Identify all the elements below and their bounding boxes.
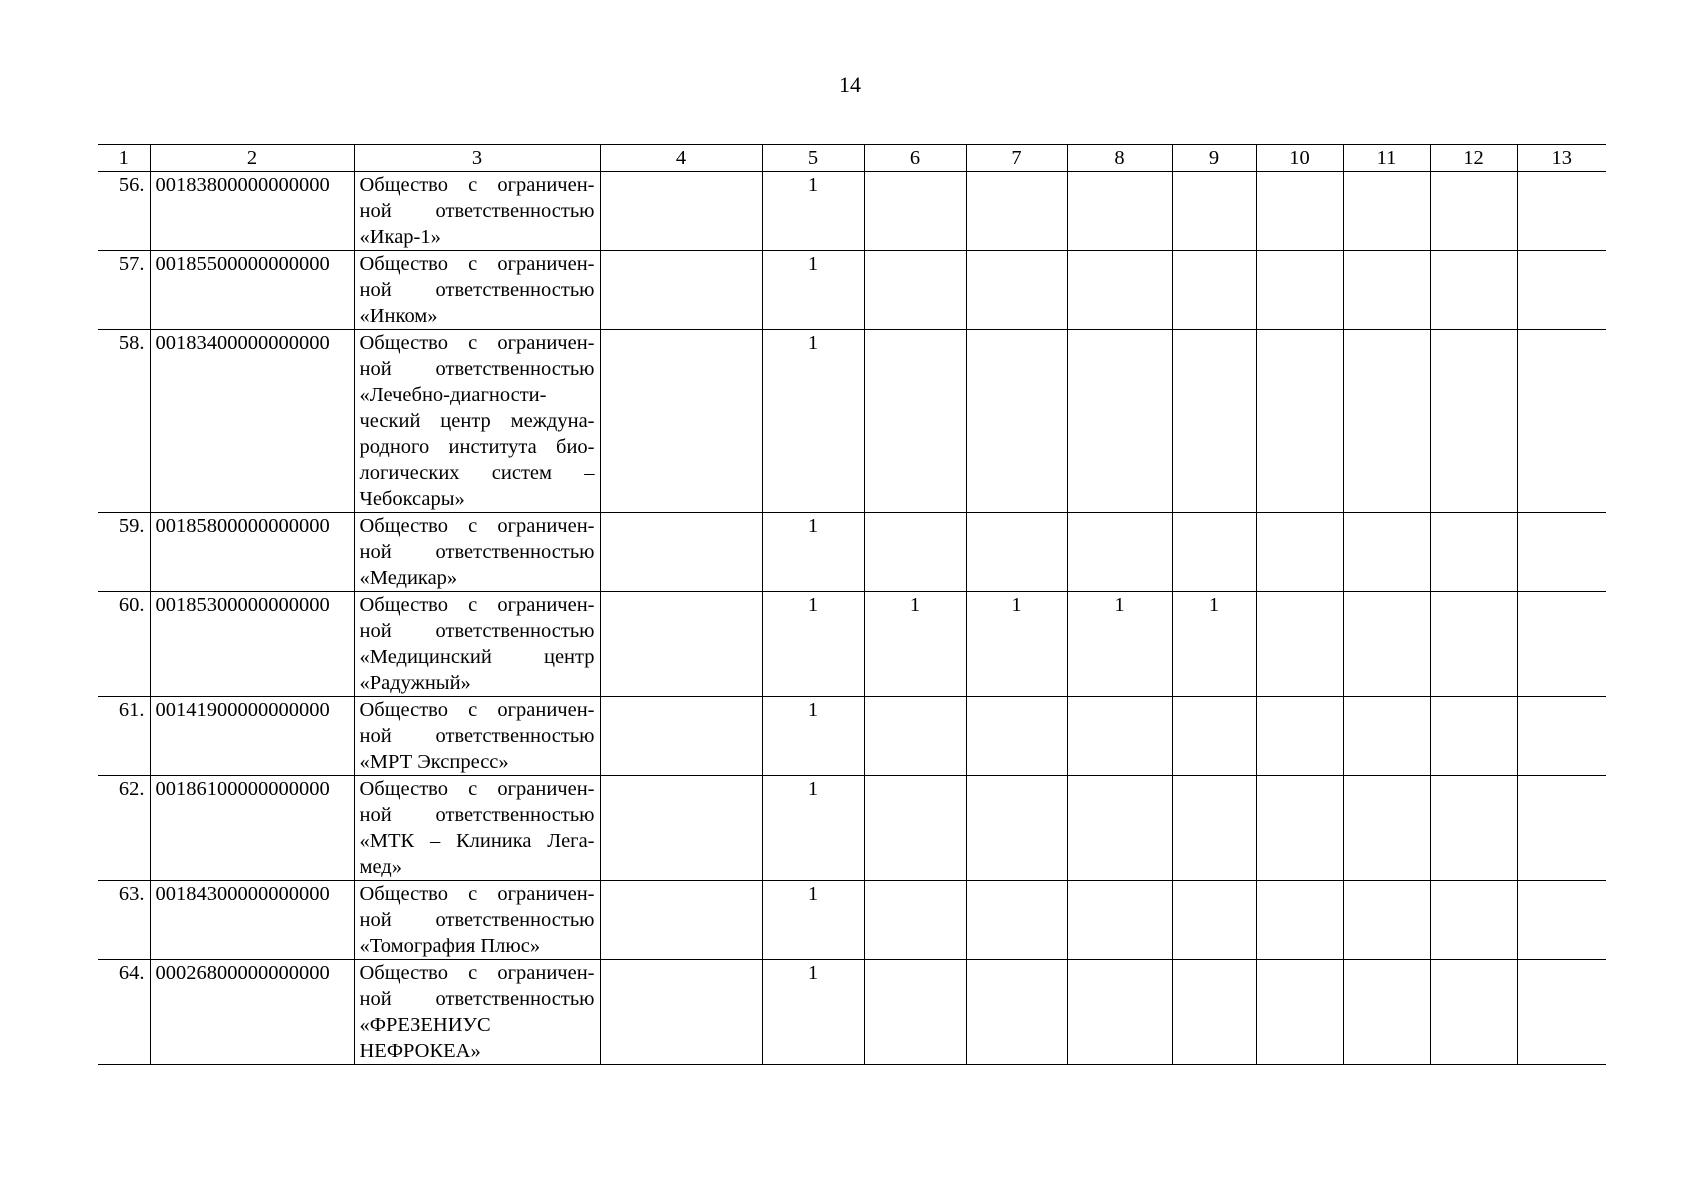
column-header: 5 <box>762 145 864 172</box>
organization-name-line: Чебоксары» <box>359 488 465 510</box>
value-cell-12 <box>1430 960 1517 1065</box>
organization-name-line: Общество с ограничен- <box>359 332 595 354</box>
value-cell-9 <box>1172 251 1256 330</box>
value-cell-4 <box>600 513 762 592</box>
value-cell-8 <box>1067 251 1172 330</box>
value-cell-4 <box>600 251 762 330</box>
value-cell-7 <box>966 697 1067 776</box>
value-cell-7 <box>966 330 1067 513</box>
value-cell-10 <box>1256 776 1343 881</box>
organization-name-line: «Медицинский центр <box>359 646 595 668</box>
organization-name-line: Общество с ограничен- <box>359 174 595 196</box>
organization-name-line: Общество с ограничен- <box>359 778 595 800</box>
column-header: 7 <box>966 145 1067 172</box>
value-cell-9 <box>1172 960 1256 1065</box>
organization-name <box>354 776 600 881</box>
value-cell-8 <box>1067 960 1172 1065</box>
value-cell-13 <box>1517 592 1606 697</box>
column-header: 13 <box>1517 145 1606 172</box>
value-cell-6 <box>864 330 966 513</box>
value-cell-9 <box>1172 881 1256 960</box>
value-cell-6 <box>864 172 966 251</box>
organization-name-line: «Радужный» <box>359 672 471 694</box>
value-cell-5: 1 <box>762 172 864 251</box>
value-cell-12 <box>1430 251 1517 330</box>
organization-name <box>354 330 600 513</box>
organization-name-line: мед» <box>359 856 402 878</box>
value-cell-4 <box>600 592 762 697</box>
value-cell-11 <box>1343 697 1430 776</box>
organization-name-line: «Томография Плюс» <box>359 935 541 957</box>
organization-name-line: ческий центр междуна- <box>359 410 595 432</box>
value-cell-8 <box>1067 513 1172 592</box>
column-header: 8 <box>1067 145 1172 172</box>
value-cell-8: 1 <box>1067 592 1172 697</box>
column-header: 6 <box>864 145 966 172</box>
value-cell-10 <box>1256 330 1343 513</box>
value-cell-6 <box>864 251 966 330</box>
value-cell-8 <box>1067 697 1172 776</box>
value-cell-5: 1 <box>762 776 864 881</box>
registry-body <box>98 172 1606 1065</box>
organization-name-line: Общество с ограничен- <box>359 962 595 984</box>
row-number: 59. <box>98 513 150 592</box>
value-cell-9 <box>1172 513 1256 592</box>
value-cell-8 <box>1067 776 1172 881</box>
value-cell-10 <box>1256 881 1343 960</box>
table-row <box>98 592 1606 697</box>
registry-code: 00184300000000000 <box>150 881 354 960</box>
value-cell-7 <box>966 776 1067 881</box>
organization-name-line: «Лечебно-диагности- <box>359 384 547 406</box>
table-row <box>98 776 1606 881</box>
value-cell-9 <box>1172 697 1256 776</box>
value-cell-10 <box>1256 172 1343 251</box>
value-cell-6 <box>864 697 966 776</box>
organization-name-line: НЕФРОКЕА» <box>359 1040 481 1062</box>
organization-name-line: Общество с ограничен- <box>359 594 595 616</box>
value-cell-6 <box>864 513 966 592</box>
value-cell-13 <box>1517 330 1606 513</box>
value-cell-5: 1 <box>762 513 864 592</box>
value-cell-12 <box>1430 697 1517 776</box>
row-number: 60. <box>98 592 150 697</box>
value-cell-13 <box>1517 776 1606 881</box>
value-cell-7 <box>966 960 1067 1065</box>
table-row <box>98 960 1606 1065</box>
value-cell-11 <box>1343 330 1430 513</box>
value-cell-5: 1 <box>762 881 864 960</box>
value-cell-7 <box>966 513 1067 592</box>
row-number: 63. <box>98 881 150 960</box>
value-cell-12 <box>1430 172 1517 251</box>
organization-name <box>354 592 600 697</box>
organization-name-line: ной ответственностью <box>359 358 595 380</box>
organization-name <box>354 697 600 776</box>
table-row <box>98 251 1606 330</box>
header-row <box>98 145 1606 172</box>
value-cell-11 <box>1343 172 1430 251</box>
registry-code: 00183800000000000 <box>150 172 354 251</box>
value-cell-7 <box>966 881 1067 960</box>
value-cell-5: 1 <box>762 330 864 513</box>
value-cell-11 <box>1343 251 1430 330</box>
organization-name-line: ной ответственностью <box>359 200 595 222</box>
value-cell-10 <box>1256 513 1343 592</box>
column-header: 10 <box>1256 145 1343 172</box>
value-cell-10 <box>1256 251 1343 330</box>
value-cell-13 <box>1517 960 1606 1065</box>
value-cell-12 <box>1430 330 1517 513</box>
value-cell-13 <box>1517 697 1606 776</box>
organization-name-line: ной ответственностью <box>359 279 595 301</box>
value-cell-9 <box>1172 776 1256 881</box>
table-row <box>98 513 1606 592</box>
registry-code: 00141900000000000 <box>150 697 354 776</box>
value-cell-9: 1 <box>1172 592 1256 697</box>
value-cell-12 <box>1430 776 1517 881</box>
organization-name-line: Общество с ограничен- <box>359 253 595 275</box>
organization-name-line: Общество с ограничен- <box>359 883 595 905</box>
column-header: 3 <box>354 145 600 172</box>
value-cell-5: 1 <box>762 592 864 697</box>
column-header: 2 <box>150 145 354 172</box>
value-cell-8 <box>1067 330 1172 513</box>
value-cell-11 <box>1343 960 1430 1065</box>
organization-name-line: ной ответственностью <box>359 725 595 747</box>
organization-name <box>354 881 600 960</box>
value-cell-13 <box>1517 251 1606 330</box>
organization-name-line: ной ответственностью <box>359 909 595 931</box>
column-header: 12 <box>1430 145 1517 172</box>
organization-name <box>354 960 600 1065</box>
registry-code: 00026800000000000 <box>150 960 354 1065</box>
table-row <box>98 330 1606 513</box>
organization-name-line: ной ответственностью <box>359 804 595 826</box>
organization-name <box>354 172 600 251</box>
column-header: 1 <box>98 145 150 172</box>
value-cell-6: 1 <box>864 592 966 697</box>
value-cell-6 <box>864 960 966 1065</box>
organization-name-line: «ФРЕЗЕНИУС <box>359 1014 491 1036</box>
registry-code: 00186100000000000 <box>150 776 354 881</box>
table-row <box>98 881 1606 960</box>
value-cell-6 <box>864 881 966 960</box>
value-cell-8 <box>1067 881 1172 960</box>
value-cell-9 <box>1172 172 1256 251</box>
row-number: 57. <box>98 251 150 330</box>
value-cell-10 <box>1256 592 1343 697</box>
value-cell-4 <box>600 697 762 776</box>
value-cell-13 <box>1517 172 1606 251</box>
organization-name-line: ной ответственностью <box>359 620 595 642</box>
value-cell-11 <box>1343 513 1430 592</box>
value-cell-11 <box>1343 592 1430 697</box>
value-cell-10 <box>1256 960 1343 1065</box>
value-cell-13 <box>1517 513 1606 592</box>
value-cell-4 <box>600 776 762 881</box>
registry-code: 00185800000000000 <box>150 513 354 592</box>
organization-name-line: «Инком» <box>359 305 438 327</box>
value-cell-11 <box>1343 881 1430 960</box>
value-cell-10 <box>1256 697 1343 776</box>
value-cell-5: 1 <box>762 960 864 1065</box>
organization-name-line: ной ответственностью <box>359 988 595 1010</box>
row-number: 56. <box>98 172 150 251</box>
row-number: 64. <box>98 960 150 1065</box>
value-cell-4 <box>600 960 762 1065</box>
value-cell-7 <box>966 172 1067 251</box>
value-cell-12 <box>1430 513 1517 592</box>
registry-code: 00183400000000000 <box>150 330 354 513</box>
table-row <box>98 697 1606 776</box>
value-cell-9 <box>1172 330 1256 513</box>
organization-name-line: «Икар-1» <box>359 226 441 248</box>
organization-name-line: родного института био- <box>359 436 595 458</box>
column-header: 4 <box>600 145 762 172</box>
value-cell-6 <box>864 776 966 881</box>
organization-name-line: «Медикар» <box>359 567 458 589</box>
value-cell-7: 1 <box>966 592 1067 697</box>
organization-name-line: логических систем – <box>359 462 595 484</box>
value-cell-7 <box>966 251 1067 330</box>
value-cell-4 <box>600 881 762 960</box>
organization-name-line: ной ответственностью <box>359 541 595 563</box>
table-row <box>98 172 1606 251</box>
organization-name-line: Общество с ограничен- <box>359 699 595 721</box>
organization-name-line: «МРТ Экспресс» <box>359 751 509 773</box>
organization-name <box>354 251 600 330</box>
row-number: 58. <box>98 330 150 513</box>
registry-code: 00185300000000000 <box>150 592 354 697</box>
column-header: 9 <box>1172 145 1256 172</box>
organization-name-line: «МТК – Клиника Лега- <box>359 830 595 852</box>
page-number: 14 <box>839 72 861 97</box>
value-cell-8 <box>1067 172 1172 251</box>
value-cell-12 <box>1430 881 1517 960</box>
row-number: 61. <box>98 697 150 776</box>
value-cell-5: 1 <box>762 697 864 776</box>
value-cell-5: 1 <box>762 251 864 330</box>
organization-name-line: Общество с ограничен- <box>359 515 595 537</box>
value-cell-13 <box>1517 881 1606 960</box>
value-cell-11 <box>1343 776 1430 881</box>
value-cell-12 <box>1430 592 1517 697</box>
value-cell-4 <box>600 172 762 251</box>
column-header: 11 <box>1343 145 1430 172</box>
row-number: 62. <box>98 776 150 881</box>
registry-code: 00185500000000000 <box>150 251 354 330</box>
value-cell-4 <box>600 330 762 513</box>
organization-name <box>354 513 600 592</box>
registry-table <box>98 144 1606 1065</box>
